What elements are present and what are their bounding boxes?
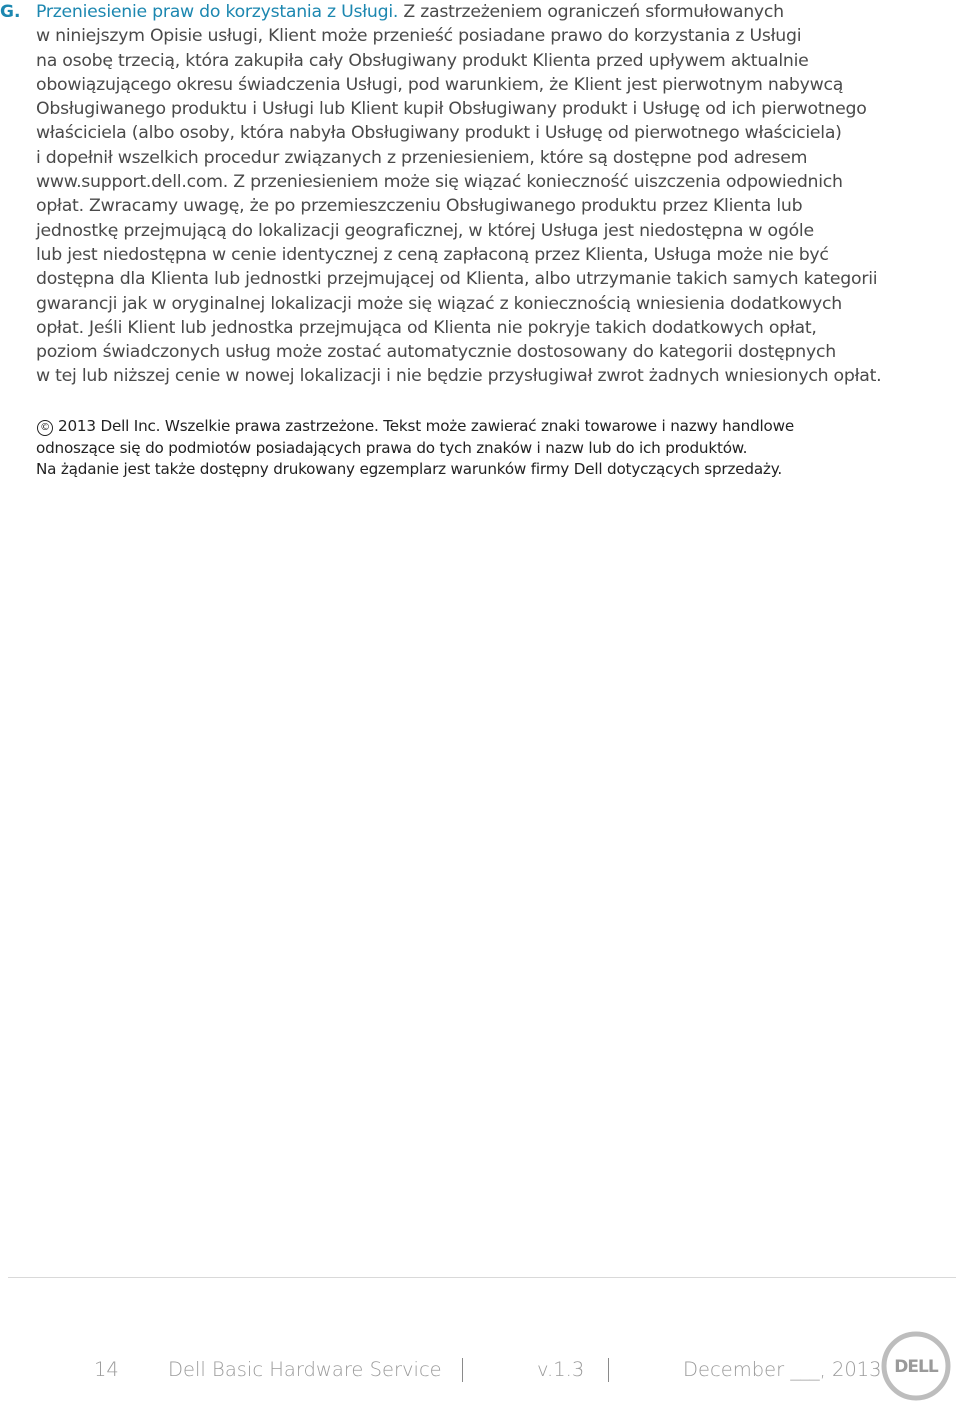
section-paragraph <box>36 0 954 389</box>
page-number: 14 <box>94 1358 119 1381</box>
paragraph-line: na osobę trzecią, która zakupiła cały Obsługiwany produkt Klienta przed upływem aktualnie <box>36 50 809 71</box>
paragraph-line: i dopełnił wszelkich procedur związanych z przeniesieniem, które są dostępne pod adresem <box>36 147 808 168</box>
paragraph-line: w niniejszym Opisie usługi, Klient może przenieść posiadane prawo do korzystania z Usługi <box>36 26 802 47</box>
paragraph-line: opłat. Jeśli Klient lub jednostka przejmująca od Klienta nie pokryje takich dodatkowych opłat, <box>36 317 817 338</box>
copyright-notice <box>36 416 936 481</box>
paragraph-line: www.support.dell.com. Z przeniesieniem może się wiązać konieczność uiszczenia odpowiednich <box>36 172 843 193</box>
paragraph-line: dostępna dla Klienta lub jednostki przejmującej od Klienta, albo utrzymanie takich samych kategorii <box>36 269 878 290</box>
footer-divider <box>8 1277 956 1278</box>
document-date: December ___, 2013 <box>683 1358 882 1381</box>
copyright-line: Na żądanie jest także dostępny drukowany egzemplarz warunków firmy Dell dotyczących sprzedaży. <box>36 460 782 479</box>
dell-logo <box>880 1330 952 1402</box>
paragraph-line: lub jest niedostępna w cenie identycznej z ceną zapłaconą przez Klienta, Usługa może nie być <box>36 244 829 265</box>
document-version: v.1.3 <box>537 1358 585 1381</box>
paragraph-line: Przeniesienie praw do korzystania z Usługi. Z zastrzeżeniem ograniczeń sformułowanych <box>36 2 784 22</box>
paragraph-line: w tej lub niższej cenie w nowej lokalizacji i nie będzie przysługiwał zwrot żadnych wniesionych opłat. <box>36 366 882 387</box>
paragraph-line: obowiązującego okresu świadczenia Usługi, pod warunkiem, że Klient jest pierwotnym nabywcą <box>36 74 844 95</box>
paragraph-line: Obsługiwanego produktu i Usługi lub Klient kupił Obsługiwany produkt i Usługę od ich pierwotnego <box>36 99 867 120</box>
paragraph-line: właściciela (albo osoby, która nabyła Obsługiwany produkt i Usługę od pierwotnego właściciela) <box>36 123 842 144</box>
copyright-line: © 2013 Dell Inc. Wszelkie prawa zastrzeżone. Tekst może zawierać znaki towarowe i nazwy handlowe <box>36 416 936 438</box>
footer-separator <box>462 1358 463 1382</box>
copyright-icon: © <box>37 420 53 436</box>
copyright-line: odnoszące się do podmiotów posiadających prawa do tych znaków i nazw lub do ich produktów. <box>36 438 748 457</box>
document-title: Dell Basic Hardware Service <box>168 1358 442 1381</box>
section-heading: Przeniesienie praw do korzystania z Usługi. <box>36 2 399 22</box>
paragraph-line: gwarancji jak w oryginalnej lokalizacji może się wiązać z koniecznością wniesienia dodatkowych <box>36 293 842 314</box>
paragraph-line: poziom świadczonych usług może zostać automatycznie dostosowany do kategorii dostępnych <box>36 342 836 363</box>
paragraph-line: opłat. Zwracamy uwagę, że po przemieszczeniu Obsługiwanego produktu przez Klienta lub <box>36 196 803 217</box>
logo-text: DELL <box>894 1357 938 1377</box>
footer-separator <box>608 1358 609 1382</box>
paragraph-line: jednostkę przejmującą do lokalizacji geograficznej, w której Usługa jest niedostępna w ogóle <box>36 220 814 241</box>
section-letter: G. <box>0 2 21 22</box>
